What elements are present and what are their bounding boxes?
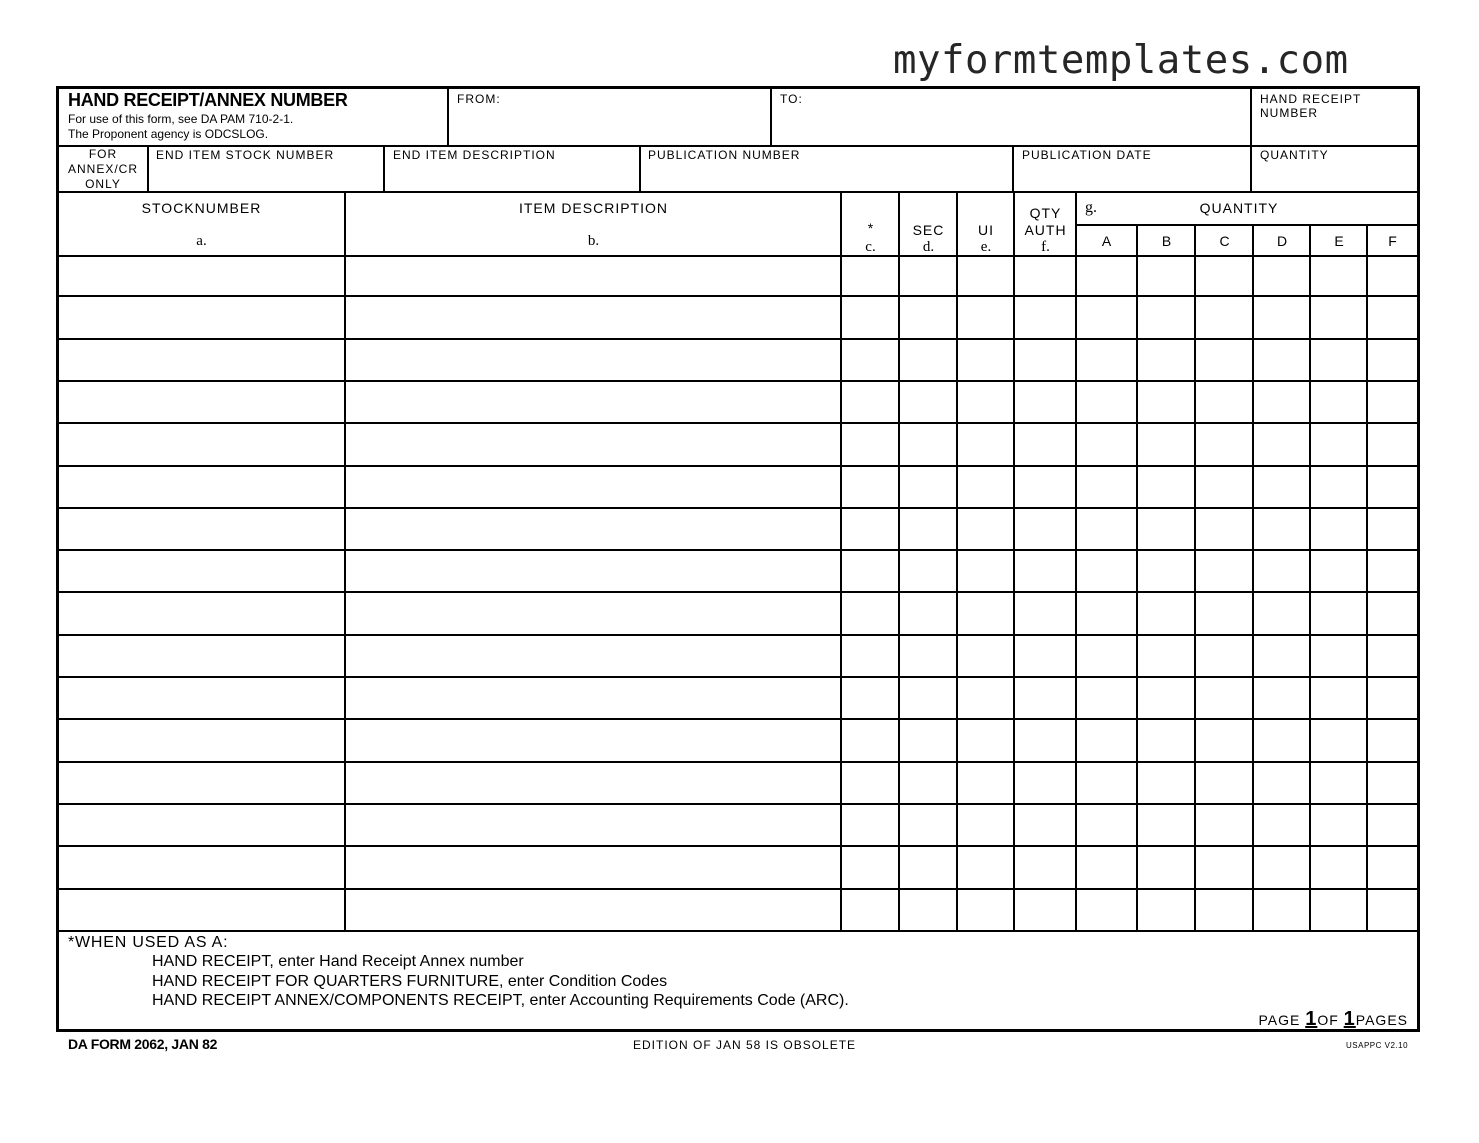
site-watermark: myformtemplates.com bbox=[893, 38, 1349, 83]
item-description-cell[interactable] bbox=[345, 466, 841, 508]
publication-number-field[interactable] bbox=[641, 163, 1012, 191]
footnote-line-2: HAND RECEIPT FOR QUARTERS FURNITURE, enter Condition Codes bbox=[152, 973, 668, 990]
hand-receipt-form bbox=[56, 86, 1420, 1032]
qty-a-cell[interactable] bbox=[1076, 255, 1137, 296]
col-qty-auth-line-1: QTY bbox=[1029, 205, 1062, 221]
qty-c-cell[interactable] bbox=[1195, 592, 1253, 634]
qty-c-cell[interactable] bbox=[1195, 677, 1253, 719]
to-field[interactable] bbox=[772, 107, 1250, 143]
ui-cell[interactable] bbox=[957, 296, 1014, 338]
item-description-cell[interactable] bbox=[345, 381, 841, 423]
footnote-heading: *WHEN USED AS A: bbox=[68, 934, 229, 951]
qty-a-cell[interactable] bbox=[1076, 762, 1137, 804]
qty-f-cell[interactable] bbox=[1367, 339, 1417, 381]
star-cell[interactable] bbox=[841, 762, 899, 804]
end-item-stock-number-label: END ITEM STOCK NUMBER bbox=[156, 148, 335, 162]
end-item-quantity-field[interactable] bbox=[1252, 163, 1417, 191]
qty-c-cell[interactable] bbox=[1195, 846, 1253, 888]
table-row bbox=[59, 846, 1417, 888]
qty-c-cell[interactable] bbox=[1195, 466, 1253, 508]
footnote-line-3: HAND RECEIPT ANNEX/COMPONENTS RECEIPT, enter Accounting Requirements Code (ARC). bbox=[152, 992, 849, 1009]
qty-b-cell[interactable] bbox=[1137, 550, 1195, 592]
star-cell[interactable] bbox=[841, 846, 899, 888]
ui-cell[interactable] bbox=[957, 889, 1014, 930]
stock-number-cell[interactable] bbox=[59, 719, 345, 761]
qty-d-cell[interactable] bbox=[1253, 762, 1310, 804]
qty-c-cell[interactable] bbox=[1195, 719, 1253, 761]
table-row bbox=[59, 466, 1417, 508]
table-row bbox=[59, 508, 1417, 550]
qty-f-cell[interactable] bbox=[1367, 508, 1417, 550]
qty-d-cell[interactable] bbox=[1253, 846, 1310, 888]
qty-f-cell[interactable] bbox=[1367, 762, 1417, 804]
col-qty-auth-line-2: AUTH bbox=[1024, 222, 1067, 238]
from-label: FROM: bbox=[457, 92, 501, 106]
item-description-cell[interactable] bbox=[345, 550, 841, 592]
stock-number-cell[interactable] bbox=[59, 339, 345, 381]
ui-cell[interactable] bbox=[957, 508, 1014, 550]
star-cell[interactable] bbox=[841, 889, 899, 930]
qty-auth-cell[interactable] bbox=[1014, 508, 1076, 550]
item-description-cell[interactable] bbox=[345, 719, 841, 761]
col-ui-letter: e. bbox=[980, 239, 992, 255]
qty-c-cell[interactable] bbox=[1195, 508, 1253, 550]
col-qty-e-header: E bbox=[1334, 233, 1344, 249]
qty-auth-cell[interactable] bbox=[1014, 889, 1076, 930]
ui-cell[interactable] bbox=[957, 592, 1014, 634]
col-item-description-letter: b. bbox=[587, 233, 600, 249]
qty-d-cell[interactable] bbox=[1253, 635, 1310, 677]
stock-number-cell[interactable] bbox=[59, 762, 345, 804]
qty-d-cell[interactable] bbox=[1253, 466, 1310, 508]
ui-cell[interactable] bbox=[957, 550, 1014, 592]
qty-b-cell[interactable] bbox=[1137, 255, 1195, 296]
qty-b-cell[interactable] bbox=[1137, 804, 1195, 846]
qty-d-cell[interactable] bbox=[1253, 719, 1310, 761]
col-quantity-letter: g. bbox=[1085, 199, 1097, 216]
qty-d-cell[interactable] bbox=[1253, 592, 1310, 634]
qty-f-cell[interactable] bbox=[1367, 846, 1417, 888]
star-cell[interactable] bbox=[841, 719, 899, 761]
stock-number-cell[interactable] bbox=[59, 296, 345, 338]
col-star-letter: c. bbox=[865, 239, 876, 255]
col-qty-f-header: F bbox=[1388, 233, 1397, 249]
hand-receipt-number-label-2: NUMBER bbox=[1260, 106, 1319, 120]
item-description-cell[interactable] bbox=[345, 635, 841, 677]
hand-receipt-number-label: HAND RECEIPT bbox=[1260, 92, 1362, 106]
ui-cell[interactable] bbox=[957, 719, 1014, 761]
qty-f-cell[interactable] bbox=[1367, 719, 1417, 761]
stock-number-cell[interactable] bbox=[59, 889, 345, 930]
pages-label: PAGES bbox=[1355, 1012, 1408, 1028]
star-cell[interactable] bbox=[841, 592, 899, 634]
col-qty-b-header: B bbox=[1161, 233, 1172, 249]
col-stock-number-header: STOCKNUMBER bbox=[141, 200, 262, 216]
hand-receipt-number-field[interactable] bbox=[1252, 121, 1417, 143]
qty-e-cell[interactable] bbox=[1310, 592, 1367, 634]
qty-f-cell[interactable] bbox=[1367, 423, 1417, 465]
star-cell[interactable] bbox=[841, 635, 899, 677]
qty-a-cell[interactable] bbox=[1076, 550, 1137, 592]
col-sec-header: SEC bbox=[912, 222, 945, 238]
qty-f-cell[interactable] bbox=[1367, 381, 1417, 423]
qty-a-cell[interactable] bbox=[1076, 846, 1137, 888]
col-sec-letter: d. bbox=[922, 239, 935, 255]
page-indicator bbox=[1258, 1008, 1408, 1031]
qty-b-cell[interactable] bbox=[1137, 889, 1195, 930]
qty-c-cell[interactable] bbox=[1195, 423, 1253, 465]
table-row bbox=[59, 339, 1417, 381]
sec-cell[interactable] bbox=[899, 762, 957, 804]
version-note: USAPPC V2.10 bbox=[1346, 1041, 1409, 1050]
qty-e-cell[interactable] bbox=[1310, 550, 1367, 592]
qty-b-cell[interactable] bbox=[1137, 296, 1195, 338]
qty-e-cell[interactable] bbox=[1310, 762, 1367, 804]
to-label: TO: bbox=[780, 92, 803, 106]
col-qty-auth-header bbox=[1015, 205, 1076, 239]
qty-e-cell[interactable] bbox=[1310, 466, 1367, 508]
item-entry-grid bbox=[59, 255, 1417, 930]
qty-d-cell[interactable] bbox=[1253, 296, 1310, 338]
qty-b-cell[interactable] bbox=[1137, 381, 1195, 423]
form-title: HAND RECEIPT/ANNEX NUMBER bbox=[68, 90, 348, 110]
star-cell[interactable] bbox=[841, 508, 899, 550]
for-annex-label bbox=[59, 147, 147, 192]
qty-b-cell[interactable] bbox=[1137, 719, 1195, 761]
publication-number-label: PUBLICATION NUMBER bbox=[648, 148, 801, 162]
table-row bbox=[59, 677, 1417, 719]
qty-e-cell[interactable] bbox=[1310, 381, 1367, 423]
item-description-cell[interactable] bbox=[345, 846, 841, 888]
item-description-cell[interactable] bbox=[345, 889, 841, 930]
qty-f-cell[interactable] bbox=[1367, 592, 1417, 634]
table-row bbox=[59, 804, 1417, 846]
item-description-cell[interactable] bbox=[345, 423, 841, 465]
sec-cell[interactable] bbox=[899, 466, 957, 508]
col-qty-d-header: D bbox=[1276, 233, 1288, 249]
qty-a-cell[interactable] bbox=[1076, 339, 1137, 381]
qty-auth-cell[interactable] bbox=[1014, 381, 1076, 423]
stock-number-cell[interactable] bbox=[59, 466, 345, 508]
qty-a-cell[interactable] bbox=[1076, 719, 1137, 761]
form-proponent: The Proponent agency is ODCSLOG. bbox=[68, 127, 269, 141]
qty-d-cell[interactable] bbox=[1253, 550, 1310, 592]
sec-cell[interactable] bbox=[899, 381, 957, 423]
qty-d-cell[interactable] bbox=[1253, 339, 1310, 381]
qty-e-cell[interactable] bbox=[1310, 339, 1367, 381]
qty-auth-cell[interactable] bbox=[1014, 255, 1076, 296]
sec-cell[interactable] bbox=[899, 889, 957, 930]
stock-number-cell[interactable] bbox=[59, 804, 345, 846]
qty-e-cell[interactable] bbox=[1310, 423, 1367, 465]
qty-b-cell[interactable] bbox=[1137, 339, 1195, 381]
ui-cell[interactable] bbox=[957, 423, 1014, 465]
qty-c-cell[interactable] bbox=[1195, 296, 1253, 338]
qty-b-cell[interactable] bbox=[1137, 635, 1195, 677]
table-row bbox=[59, 762, 1417, 804]
ui-cell[interactable] bbox=[957, 635, 1014, 677]
item-description-cell[interactable] bbox=[345, 339, 841, 381]
item-description-cell[interactable] bbox=[345, 677, 841, 719]
ui-cell[interactable] bbox=[957, 381, 1014, 423]
qty-e-cell[interactable] bbox=[1310, 296, 1367, 338]
star-cell[interactable] bbox=[841, 466, 899, 508]
stock-number-cell[interactable] bbox=[59, 423, 345, 465]
qty-b-cell[interactable] bbox=[1137, 423, 1195, 465]
qty-auth-cell[interactable] bbox=[1014, 423, 1076, 465]
qty-a-cell[interactable] bbox=[1076, 508, 1137, 550]
item-description-cell[interactable] bbox=[345, 804, 841, 846]
page-total: 1 bbox=[1343, 1008, 1356, 1030]
stock-number-cell[interactable] bbox=[59, 592, 345, 634]
table-row bbox=[59, 381, 1417, 423]
qty-f-cell[interactable] bbox=[1367, 550, 1417, 592]
qty-c-cell[interactable] bbox=[1195, 381, 1253, 423]
star-cell[interactable] bbox=[841, 381, 899, 423]
stock-number-cell[interactable] bbox=[59, 255, 345, 296]
qty-e-cell[interactable] bbox=[1310, 508, 1367, 550]
star-cell[interactable] bbox=[841, 423, 899, 465]
sec-cell[interactable] bbox=[899, 635, 957, 677]
qty-auth-cell[interactable] bbox=[1014, 719, 1076, 761]
for-annex-line-2: ANNEX/CR bbox=[67, 162, 138, 176]
col-quantity-header: QUANTITY bbox=[1199, 200, 1279, 216]
col-qty-auth-letter: f. bbox=[1041, 239, 1050, 255]
qty-f-cell[interactable] bbox=[1367, 635, 1417, 677]
stock-number-cell[interactable] bbox=[59, 550, 345, 592]
qty-auth-cell[interactable] bbox=[1014, 466, 1076, 508]
qty-a-cell[interactable] bbox=[1076, 381, 1137, 423]
ui-cell[interactable] bbox=[957, 466, 1014, 508]
qty-f-cell[interactable] bbox=[1367, 677, 1417, 719]
item-description-cell[interactable] bbox=[345, 296, 841, 338]
end-item-quantity-label: QUANTITY bbox=[1260, 148, 1329, 162]
qty-f-cell[interactable] bbox=[1367, 255, 1417, 296]
qty-auth-cell[interactable] bbox=[1014, 762, 1076, 804]
end-item-description-field[interactable] bbox=[385, 163, 639, 191]
page-number: 1 bbox=[1305, 1008, 1318, 1030]
qty-f-cell[interactable] bbox=[1367, 296, 1417, 338]
item-description-cell[interactable] bbox=[345, 762, 841, 804]
qty-d-cell[interactable] bbox=[1253, 381, 1310, 423]
table-row bbox=[59, 255, 1417, 296]
sec-cell[interactable] bbox=[899, 255, 957, 296]
qty-d-cell[interactable] bbox=[1253, 677, 1310, 719]
sec-cell[interactable] bbox=[899, 550, 957, 592]
ui-cell[interactable] bbox=[957, 804, 1014, 846]
qty-c-cell[interactable] bbox=[1195, 889, 1253, 930]
sec-cell[interactable] bbox=[899, 423, 957, 465]
item-description-cell[interactable] bbox=[345, 255, 841, 296]
qty-d-cell[interactable] bbox=[1253, 255, 1310, 296]
edition-note: EDITION OF JAN 58 IS OBSOLETE bbox=[633, 1038, 857, 1052]
qty-auth-cell[interactable] bbox=[1014, 550, 1076, 592]
item-description-cell[interactable] bbox=[345, 508, 841, 550]
star-cell[interactable] bbox=[841, 255, 899, 296]
star-cell[interactable] bbox=[841, 296, 899, 338]
ui-cell[interactable] bbox=[957, 255, 1014, 296]
for-annex-line-1: FOR bbox=[88, 147, 118, 161]
table-row bbox=[59, 296, 1417, 338]
ui-cell[interactable] bbox=[957, 677, 1014, 719]
col-star-header: * bbox=[867, 220, 874, 236]
table-row bbox=[59, 889, 1417, 930]
ui-cell[interactable] bbox=[957, 846, 1014, 888]
sec-cell[interactable] bbox=[899, 592, 957, 634]
qty-a-cell[interactable] bbox=[1076, 592, 1137, 634]
qty-b-cell[interactable] bbox=[1137, 846, 1195, 888]
star-cell[interactable] bbox=[841, 339, 899, 381]
qty-c-cell[interactable] bbox=[1195, 762, 1253, 804]
qty-c-cell[interactable] bbox=[1195, 635, 1253, 677]
qty-f-cell[interactable] bbox=[1367, 889, 1417, 930]
qty-c-cell[interactable] bbox=[1195, 804, 1253, 846]
page-label: PAGE bbox=[1258, 1012, 1301, 1028]
qty-auth-cell[interactable] bbox=[1014, 804, 1076, 846]
qty-auth-cell[interactable] bbox=[1014, 592, 1076, 634]
stock-number-cell[interactable] bbox=[59, 381, 345, 423]
qty-auth-cell[interactable] bbox=[1014, 296, 1076, 338]
form-use-note: For use of this form, see DA PAM 710-2-1. bbox=[68, 112, 294, 126]
qty-auth-cell[interactable] bbox=[1014, 677, 1076, 719]
qty-a-cell[interactable] bbox=[1076, 635, 1137, 677]
stock-number-cell[interactable] bbox=[59, 677, 345, 719]
for-annex-line-3: ONLY bbox=[85, 177, 121, 191]
stock-number-cell[interactable] bbox=[59, 635, 345, 677]
qty-a-cell[interactable] bbox=[1076, 296, 1137, 338]
qty-a-cell[interactable] bbox=[1076, 889, 1137, 930]
qty-auth-cell[interactable] bbox=[1014, 339, 1076, 381]
table-row bbox=[59, 423, 1417, 465]
qty-e-cell[interactable] bbox=[1310, 255, 1367, 296]
item-description-cell[interactable] bbox=[345, 592, 841, 634]
stock-number-cell[interactable] bbox=[59, 508, 345, 550]
end-item-stock-number-field[interactable] bbox=[149, 163, 383, 191]
qty-c-cell[interactable] bbox=[1195, 339, 1253, 381]
qty-d-cell[interactable] bbox=[1253, 889, 1310, 930]
sec-cell[interactable] bbox=[899, 846, 957, 888]
qty-d-cell[interactable] bbox=[1253, 423, 1310, 465]
qty-e-cell[interactable] bbox=[1310, 635, 1367, 677]
sec-cell[interactable] bbox=[899, 677, 957, 719]
table-row bbox=[59, 550, 1417, 592]
ui-cell[interactable] bbox=[957, 762, 1014, 804]
qty-b-cell[interactable] bbox=[1137, 508, 1195, 550]
table-row bbox=[59, 592, 1417, 634]
qty-c-cell[interactable] bbox=[1195, 550, 1253, 592]
footnote-line-1: HAND RECEIPT, enter Hand Receipt Annex number bbox=[152, 953, 524, 970]
star-cell[interactable] bbox=[841, 804, 899, 846]
end-item-description-label: END ITEM DESCRIPTION bbox=[393, 148, 556, 162]
qty-e-cell[interactable] bbox=[1310, 677, 1367, 719]
col-item-description-header: ITEM DESCRIPTION bbox=[518, 200, 668, 216]
qty-c-cell[interactable] bbox=[1195, 255, 1253, 296]
stock-number-cell[interactable] bbox=[59, 846, 345, 888]
sec-cell[interactable] bbox=[899, 508, 957, 550]
sec-cell[interactable] bbox=[899, 339, 957, 381]
qty-b-cell[interactable] bbox=[1137, 466, 1195, 508]
table-row bbox=[59, 635, 1417, 677]
sec-cell[interactable] bbox=[899, 296, 957, 338]
table-row bbox=[59, 719, 1417, 761]
col-qty-a-header: A bbox=[1101, 233, 1112, 249]
qty-e-cell[interactable] bbox=[1310, 804, 1367, 846]
qty-b-cell[interactable] bbox=[1137, 677, 1195, 719]
qty-f-cell[interactable] bbox=[1367, 466, 1417, 508]
qty-a-cell[interactable] bbox=[1076, 677, 1137, 719]
from-field[interactable] bbox=[449, 107, 771, 143]
publication-date-label: PUBLICATION DATE bbox=[1022, 148, 1152, 162]
ui-cell[interactable] bbox=[957, 339, 1014, 381]
form-id: DA FORM 2062, JAN 82 bbox=[68, 1036, 218, 1052]
col-ui-header: UI bbox=[978, 222, 994, 238]
col-qty-c-header: C bbox=[1219, 233, 1230, 249]
qty-b-cell[interactable] bbox=[1137, 592, 1195, 634]
qty-d-cell[interactable] bbox=[1253, 804, 1310, 846]
qty-a-cell[interactable] bbox=[1076, 466, 1137, 508]
publication-date-field[interactable] bbox=[1014, 163, 1250, 191]
qty-e-cell[interactable] bbox=[1310, 719, 1367, 761]
star-cell[interactable] bbox=[841, 677, 899, 719]
qty-e-cell[interactable] bbox=[1310, 889, 1367, 930]
qty-auth-cell[interactable] bbox=[1014, 635, 1076, 677]
qty-a-cell[interactable] bbox=[1076, 423, 1137, 465]
of-label: OF bbox=[1317, 1012, 1339, 1028]
col-stock-number-letter: a. bbox=[196, 233, 207, 249]
qty-f-cell[interactable] bbox=[1367, 804, 1417, 846]
qty-e-cell[interactable] bbox=[1310, 846, 1367, 888]
qty-a-cell[interactable] bbox=[1076, 804, 1137, 846]
star-cell[interactable] bbox=[841, 550, 899, 592]
qty-b-cell[interactable] bbox=[1137, 762, 1195, 804]
qty-auth-cell[interactable] bbox=[1014, 846, 1076, 888]
sec-cell[interactable] bbox=[899, 804, 957, 846]
sec-cell[interactable] bbox=[899, 719, 957, 761]
qty-d-cell[interactable] bbox=[1253, 508, 1310, 550]
